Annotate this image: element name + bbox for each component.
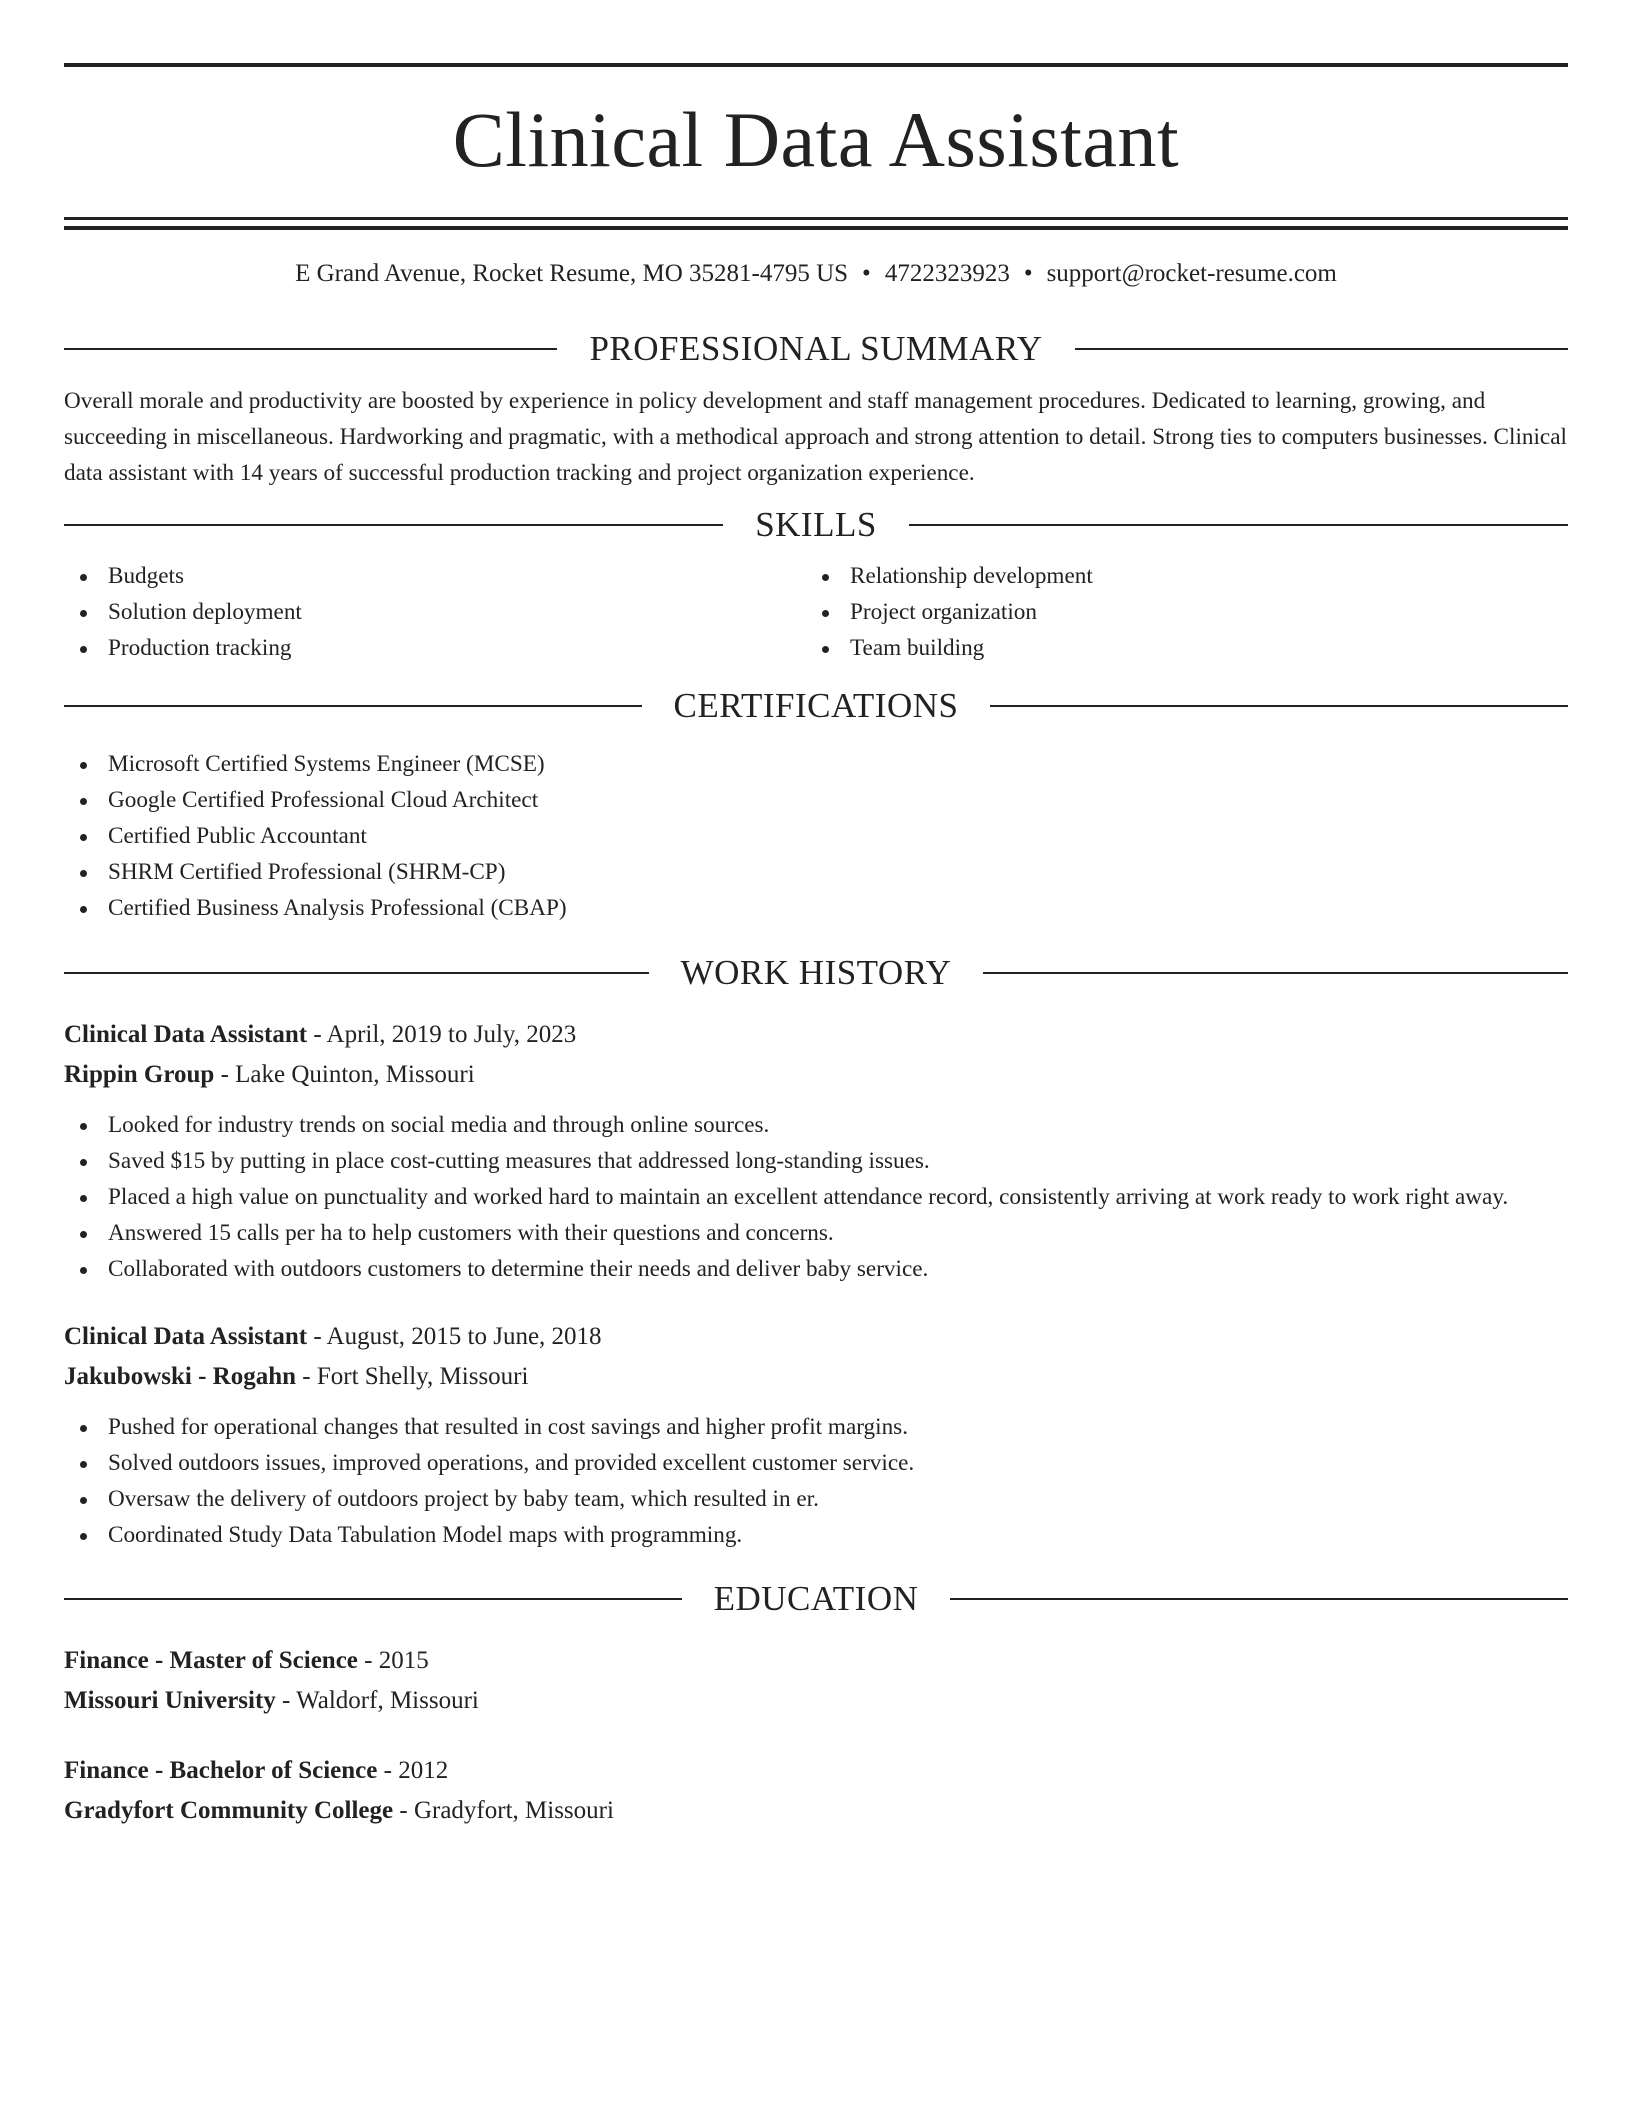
section-title-education: EDUCATION: [713, 1579, 919, 1618]
job-bullet: Pushed for operational changes that resulted in cost savings and higher profit margins.: [64, 1409, 1568, 1445]
certification-item: Certified Business Analysis Professional (CBAP): [64, 890, 1568, 926]
education-school: Missouri University: [64, 1687, 276, 1714]
contact-email: support@rocket-resume.com: [1046, 260, 1337, 287]
header-double-rule: [64, 217, 1568, 230]
section-rule-left: [64, 972, 649, 974]
contact-address: E Grand Avenue, Rocket Resume, MO 35281-4795 US: [295, 260, 849, 287]
section-header-skills: [64, 505, 1568, 545]
skill-item: Solution deployment: [64, 594, 806, 630]
job-role: Clinical Data Assistant: [64, 1323, 308, 1350]
job-role: Clinical Data Assistant: [64, 1021, 308, 1048]
section-header-certifications: [64, 686, 1568, 726]
education-degree-line: [64, 1641, 1568, 1681]
education-entry: [64, 1641, 1568, 1721]
section-header-education: [64, 1579, 1568, 1619]
job-title-line: [64, 1015, 1568, 1055]
job-company-line: [64, 1055, 1568, 1095]
job-dates: - April, 2019 to July, 2023: [307, 1021, 577, 1048]
contact-line: [64, 257, 1568, 291]
job-bullet: Answered 15 calls per ha to help customers with their questions and concerns.: [64, 1215, 1568, 1251]
summary-text: Overall morale and productivity are boosted by experience in policy development and staff management procedures. Dedicated to learning, growing, and succeeding in miscellaneous. Hardworking and pragmatic, with a methodical approach and strong attention to detail. Strong ties to computers businesses. Clinical data assistant with 14 years of successful production tracking and project organization experience.: [64, 388, 1567, 486]
contact-phone: 4722323923: [884, 260, 1010, 287]
education-school: Gradyfort Community College: [64, 1797, 394, 1824]
skill-item: Production tracking: [64, 630, 806, 666]
section-rule-right: [983, 972, 1568, 974]
contact-separator: •: [862, 260, 871, 287]
education-location: - Gradyfort, Missouri: [393, 1797, 614, 1824]
education-year: - 2012: [377, 1757, 449, 1784]
certification-item: Microsoft Certified Systems Engineer (MCSE): [64, 746, 1568, 782]
skill-item: Team building: [806, 630, 1548, 666]
job-bullet: Collaborated with outdoors customers to determine their needs and deliver baby service.: [64, 1251, 1568, 1287]
education-degree: Finance - Bachelor of Science: [64, 1757, 378, 1784]
job-bullets: [64, 1107, 1568, 1287]
job-bullet: Saved $15 by putting in place cost-cutting measures that addressed long-standing issues.: [64, 1143, 1568, 1179]
section-header-work-history: [64, 953, 1568, 993]
skills-list: [64, 558, 1568, 666]
job-bullet: Looked for industry trends on social media and through online sources.: [64, 1107, 1568, 1143]
job-dates: - August, 2015 to June, 2018: [307, 1323, 602, 1350]
job-entry: [64, 1015, 1568, 1287]
job-bullet: Coordinated Study Data Tabulation Model maps with programming.: [64, 1517, 1568, 1553]
job-bullet: Placed a high value on punctuality and worked hard to maintain an excellent attendance record, consistently arriving at work ready to work right away.: [64, 1179, 1568, 1215]
job-location: - Fort Shelly, Missouri: [296, 1363, 529, 1390]
section-rule-left: [64, 524, 723, 526]
education-degree: Finance - Master of Science: [64, 1647, 358, 1674]
job-location: - Lake Quinton, Missouri: [214, 1061, 475, 1088]
skill-item: Project organization: [806, 594, 1548, 630]
resume-page: [64, 0, 1568, 1831]
job-company: Jakubowski - Rogahn: [64, 1363, 297, 1390]
education-school-line: [64, 1791, 1568, 1831]
section-title-certifications: CERTIFICATIONS: [673, 686, 959, 725]
section-rule-right: [1075, 348, 1568, 350]
certifications-list: [64, 746, 1568, 926]
skills-column-left: [64, 558, 806, 666]
section-title-skills: SKILLS: [755, 505, 877, 544]
job-bullets: [64, 1409, 1568, 1553]
education-entry: [64, 1751, 1568, 1831]
job-company-line: [64, 1357, 1568, 1397]
resume-name: Clinical Data Assistant: [452, 96, 1180, 183]
section-header-summary: [64, 329, 1568, 369]
job-bullet: Solved outdoors issues, improved operations, and provided excellent customer service.: [64, 1445, 1568, 1481]
contact-separator: •: [1023, 260, 1033, 287]
skills-column-right: [806, 558, 1548, 666]
section-rule-left: [64, 1598, 682, 1600]
education-school-line: [64, 1681, 1568, 1721]
section-rule-right: [909, 524, 1568, 526]
certification-item: Certified Public Accountant: [64, 818, 1568, 854]
section-title-work-history: WORK HISTORY: [680, 953, 952, 992]
section-rule-left: [64, 348, 557, 350]
section-rule-right: [990, 705, 1568, 707]
education-location: - Waldorf, Missouri: [275, 1687, 479, 1714]
job-bullet: Oversaw the delivery of outdoors project by baby team, which resulted in er.: [64, 1481, 1568, 1517]
education-degree-line: [64, 1751, 1568, 1791]
section-title-summary: PROFESSIONAL SUMMARY: [589, 329, 1043, 368]
section-rule-right: [950, 1598, 1568, 1600]
certification-item: SHRM Certified Professional (SHRM-CP): [64, 854, 1568, 890]
education-year: - 2015: [357, 1647, 429, 1674]
certification-item: Google Certified Professional Cloud Architect: [64, 782, 1568, 818]
skill-item: Relationship development: [806, 558, 1548, 594]
job-title-line: [64, 1317, 1568, 1357]
skill-item: Budgets: [64, 558, 806, 594]
section-rule-left: [64, 705, 642, 707]
job-entry: [64, 1317, 1568, 1553]
job-company: Rippin Group: [64, 1061, 215, 1088]
header-top-rule: [64, 63, 1568, 67]
